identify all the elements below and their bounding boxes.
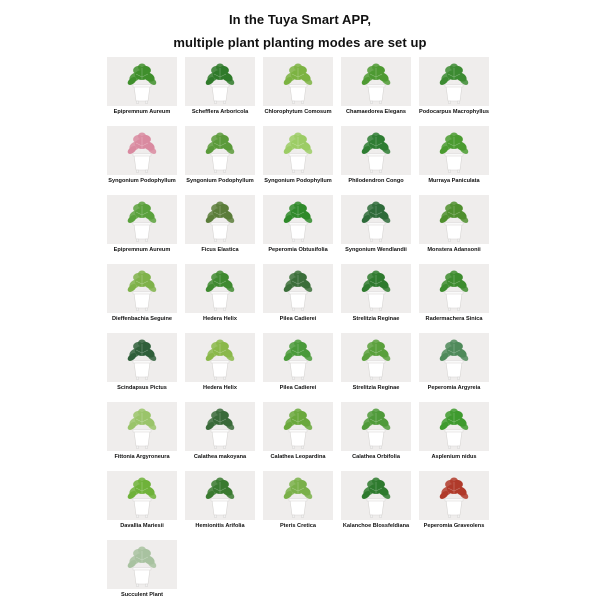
- plant-mode-item: [419, 402, 489, 460]
- plant-name-label: Calathea makoyana: [193, 454, 247, 460]
- page-header: [0, 8, 600, 54]
- syngonium-plant-icon: [185, 126, 255, 175]
- plant-name-label: Monstera Adansonii: [427, 247, 481, 253]
- plant-photo-card: [107, 126, 177, 175]
- plant-photo-card: [107, 471, 177, 520]
- plant-photo-card: [263, 57, 333, 106]
- calathea-orbifolia-plant-icon: [341, 402, 411, 451]
- pteris-plant-icon: [263, 471, 333, 520]
- plant-photo-card: [341, 333, 411, 382]
- plant-name-label: Calathea Leopardina: [270, 454, 326, 460]
- plant-mode-item: [419, 264, 489, 322]
- plant-photo-card: [263, 195, 333, 244]
- ivy-plant-icon: [185, 264, 255, 313]
- plant-photo-card: [341, 57, 411, 106]
- plant-photo-card: [107, 402, 177, 451]
- plant-mode-item: [263, 402, 333, 460]
- plant-name-label: Hedera Helix: [203, 316, 237, 322]
- plant-mode-item: [107, 333, 177, 391]
- kalanchoe-plant-icon: [341, 471, 411, 520]
- plant-photo-card: [185, 402, 255, 451]
- plant-name-label: Pteris Cretica: [279, 523, 317, 529]
- plant-name-label: Epipremnum Aureum: [113, 247, 171, 253]
- plant-name-label: Calathea Orbifolia: [352, 454, 400, 460]
- plant-photo-card: [107, 195, 177, 244]
- calathea-plant-icon: [185, 402, 255, 451]
- murraya-plant-icon: [419, 126, 489, 175]
- bird-of-paradise-plant-icon: [341, 264, 411, 313]
- plant-mode-item: [107, 540, 177, 598]
- plant-name-label: Pilea Cadierei: [279, 385, 317, 391]
- hemionitis-plant-icon: [185, 471, 255, 520]
- syngonium-light-plant-icon: [263, 126, 333, 175]
- plant-mode-item: [341, 57, 411, 115]
- plant-photo-card: [263, 126, 333, 175]
- plant-name-label: Murraya Paniculata: [428, 178, 480, 184]
- plant-photo-card: [419, 126, 489, 175]
- plant-mode-item: [185, 471, 255, 529]
- scindapsus-plant-icon: [107, 333, 177, 382]
- plant-name-label: Succulent Plant: [121, 592, 163, 598]
- plant-name-label: Fittonia Argyroneura: [114, 454, 170, 460]
- plant-photo-card: [185, 333, 255, 382]
- plant-photo-card: [185, 57, 255, 106]
- plant-name-label: Radermachera Sinica: [425, 316, 483, 322]
- plant-mode-item: [185, 57, 255, 115]
- header-title-line-1: In the Tuya Smart APP,: [228, 12, 372, 27]
- monstera-plant-icon: [419, 195, 489, 244]
- plant-photo-card: [185, 471, 255, 520]
- plant-name-label: Dieffenbachia Seguine: [112, 316, 172, 322]
- bird-of-paradise-plant-icon: [341, 333, 411, 382]
- plant-photo-card: [185, 126, 255, 175]
- plant-name-label: Peperomia Graveolens: [423, 523, 485, 529]
- plant-mode-item: [341, 126, 411, 184]
- plant-mode-grid: [107, 57, 495, 598]
- peperomia-red-plant-icon: [419, 471, 489, 520]
- plant-mode-item: [419, 57, 489, 115]
- pothos-plant-icon: [107, 195, 177, 244]
- philodendron-plant-icon: [341, 126, 411, 175]
- birds-nest-fern-icon: [419, 402, 489, 451]
- radermachera-plant-icon: [419, 264, 489, 313]
- plant-name-label: Syngonium Wendlandii: [345, 247, 407, 253]
- plant-name-label: Hedera Helix: [203, 385, 237, 391]
- podocarpus-plant-icon: [419, 57, 489, 106]
- plant-photo-card: [107, 333, 177, 382]
- plant-photo-card: [341, 264, 411, 313]
- pilea-plant-icon: [263, 264, 333, 313]
- plant-mode-item: [107, 126, 177, 184]
- plant-name-label: Ficus Elastica: [201, 247, 239, 253]
- plant-photo-card: [185, 264, 255, 313]
- plant-mode-item: [185, 195, 255, 253]
- plant-mode-item: [419, 126, 489, 184]
- pothos-plant-icon: [107, 57, 177, 106]
- plant-photo-card: [341, 402, 411, 451]
- plant-name-label: Strelitzia Reginae: [352, 385, 400, 391]
- peperomia-plant-icon: [263, 195, 333, 244]
- plant-name-label: Hemionitis Arifolia: [195, 523, 245, 529]
- plant-mode-item: [263, 264, 333, 322]
- ivy-plant-icon: [185, 333, 255, 382]
- syngonium-dark-plant-icon: [341, 195, 411, 244]
- plant-photo-card: [107, 57, 177, 106]
- plant-mode-item: [107, 195, 177, 253]
- plant-name-label: Syngonium Podophyllum: [108, 178, 176, 184]
- plant-mode-item: [341, 195, 411, 253]
- plant-name-label: Epipremnum Aureum: [113, 109, 171, 115]
- plant-name-label: Asplenium nidus: [431, 454, 477, 460]
- calathea-leopard-plant-icon: [263, 402, 333, 451]
- plant-name-label: Strelitzia Reginae: [352, 316, 400, 322]
- plant-mode-item: [263, 471, 333, 529]
- plant-mode-item: [419, 195, 489, 253]
- plant-mode-item: [185, 333, 255, 391]
- dieffenbachia-plant-icon: [107, 264, 177, 313]
- plant-name-label: Syngonium Podophyllum: [186, 178, 254, 184]
- plant-photo-card: [419, 333, 489, 382]
- plant-photo-card: [419, 264, 489, 313]
- syngonium-pink-plant-icon: [107, 126, 177, 175]
- plant-mode-item: [419, 333, 489, 391]
- plant-photo-card: [185, 195, 255, 244]
- schefflera-plant-icon: [185, 57, 255, 106]
- plant-photo-card: [341, 126, 411, 175]
- plant-photo-card: [419, 471, 489, 520]
- header-title-line-2: multiple plant planting modes are set up: [173, 35, 427, 50]
- pilea-round-plant-icon: [263, 333, 333, 382]
- spider-plant-icon: [263, 57, 333, 106]
- plant-photo-card: [419, 57, 489, 106]
- plant-mode-item: [263, 333, 333, 391]
- plant-mode-item: [341, 264, 411, 322]
- plant-mode-item: [263, 126, 333, 184]
- plant-mode-item: [263, 57, 333, 115]
- plant-name-label: Peperomia Obtusifolia: [268, 247, 328, 253]
- succulent-plant-icon: [107, 540, 177, 589]
- plant-mode-item: [107, 57, 177, 115]
- plant-name-label: Philodendron Congo: [348, 178, 404, 184]
- fern-plant-icon: [107, 471, 177, 520]
- rubber-plant-icon: [185, 195, 255, 244]
- plant-photo-card: [263, 471, 333, 520]
- plant-name-label: Podocarpus Macrophyllus: [419, 109, 489, 115]
- watermelon-peperomia-icon: [419, 333, 489, 382]
- plant-photo-card: [263, 264, 333, 313]
- plant-photo-card: [263, 333, 333, 382]
- plant-mode-item: [341, 402, 411, 460]
- plant-photo-card: [341, 471, 411, 520]
- plant-mode-item: [341, 333, 411, 391]
- plant-photo-card: [107, 540, 177, 589]
- plant-mode-item: [107, 471, 177, 529]
- plant-mode-item: [185, 126, 255, 184]
- fittonia-plant-icon: [107, 402, 177, 451]
- plant-photo-card: [419, 402, 489, 451]
- plant-name-label: Pilea Cadierei: [279, 316, 317, 322]
- plant-mode-item: [185, 264, 255, 322]
- plant-name-label: Chlorophytum Comosum: [264, 109, 332, 115]
- plant-mode-item: [263, 195, 333, 253]
- plant-name-label: Kalanchoe Blossfeldiana: [342, 523, 410, 529]
- plant-mode-item: [185, 402, 255, 460]
- plant-name-label: Davallia Mariesii: [120, 523, 164, 529]
- plant-name-label: Peperomia Argyreia: [427, 385, 481, 391]
- plant-name-label: Schefflera Arboricola: [191, 109, 249, 115]
- plant-name-label: Chamaedorea Elegans: [345, 109, 406, 115]
- plant-mode-item: [107, 264, 177, 322]
- plant-photo-card: [263, 402, 333, 451]
- plant-photo-card: [341, 195, 411, 244]
- plant-name-label: Syngonium Podophyllum: [264, 178, 332, 184]
- plant-photo-card: [419, 195, 489, 244]
- plant-name-label: Scindapsus Pictus: [117, 385, 167, 391]
- plant-mode-item: [107, 402, 177, 460]
- plant-mode-item: [419, 471, 489, 529]
- parlor-palm-icon: [341, 57, 411, 106]
- plant-photo-card: [107, 264, 177, 313]
- plant-mode-item: [341, 471, 411, 529]
